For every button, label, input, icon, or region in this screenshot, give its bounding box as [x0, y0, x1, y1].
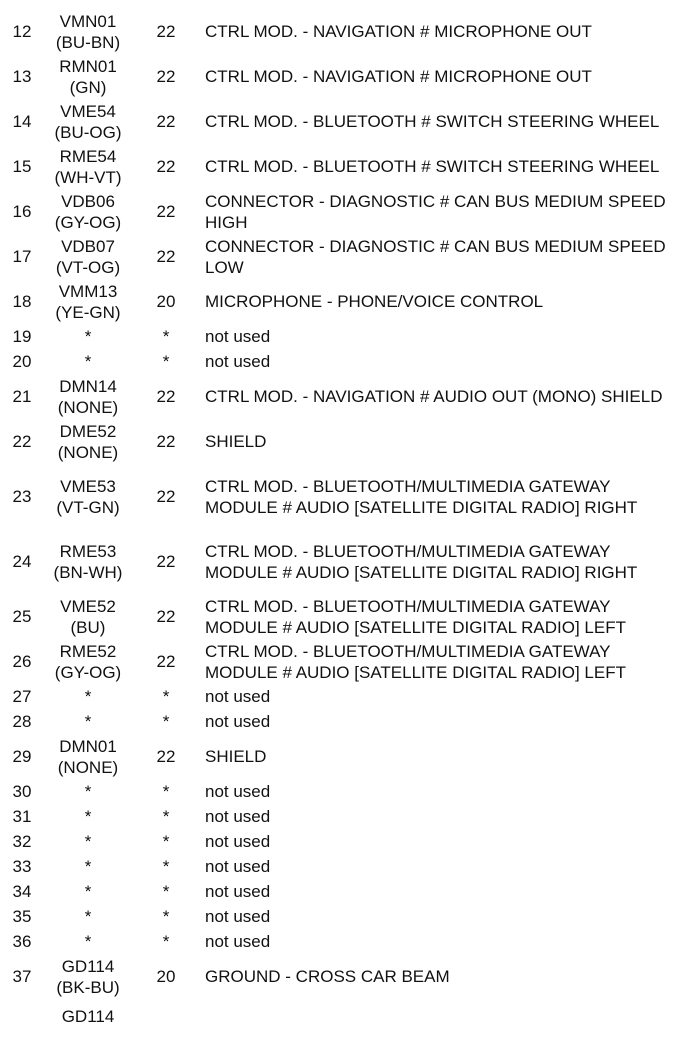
circuit-cell — [44, 830, 132, 855]
circuit-cell — [44, 420, 132, 465]
circuit-cell — [44, 595, 132, 640]
circuit-function: not used — [205, 857, 271, 877]
circuit-code: * — [84, 857, 92, 877]
table-row — [0, 855, 676, 880]
circuit-code: VME52 — [60, 597, 116, 616]
circuit-function: MICROPHONE - PHONE/VOICE CONTROL — [205, 292, 544, 312]
circuit-cell — [44, 780, 132, 805]
pin-number: 35 — [12, 907, 32, 927]
circuit-function: not used — [205, 782, 271, 802]
circuit-function: SHIELD — [205, 432, 267, 452]
pin-number: 34 — [12, 882, 32, 902]
circuit-function: SHIELD — [205, 747, 267, 767]
circuit-code: * — [84, 807, 92, 827]
wire-gauge: 22 — [156, 487, 176, 507]
wire-gauge: * — [162, 882, 170, 902]
table-row — [0, 375, 676, 420]
wire-color: (VT-GN) — [56, 497, 120, 517]
table-row-partial — [0, 1000, 676, 1040]
pin-number: 33 — [12, 857, 32, 877]
circuit-cell — [44, 710, 132, 735]
pin-number: 29 — [12, 747, 32, 767]
pin-number: 30 — [12, 782, 32, 802]
circuit-code: RME53 — [59, 542, 117, 561]
wire-color: (GY-OG) — [54, 212, 122, 232]
wire-gauge: 22 — [156, 157, 176, 177]
circuit-function: not used — [205, 712, 271, 732]
circuit-function: not used — [205, 807, 271, 827]
circuit-code: * — [84, 907, 92, 927]
wire-color: (GN) — [69, 77, 107, 97]
wire-color: (BU-OG) — [54, 122, 122, 142]
circuit-function: CTRL MOD. - NAVIGATION # MICROPHONE OUT — [205, 22, 592, 42]
table-row — [0, 235, 676, 280]
wire-gauge: 22 — [156, 607, 176, 627]
circuit-function: not used — [205, 832, 271, 852]
circuit-cell — [44, 280, 132, 325]
circuit-function: not used — [205, 882, 271, 902]
circuit-code: * — [84, 352, 92, 372]
pin-number: 28 — [12, 712, 32, 732]
wire-gauge: * — [162, 857, 170, 877]
circuit-function: not used — [205, 932, 271, 952]
wire-gauge: * — [162, 782, 170, 802]
circuit-code: * — [84, 712, 92, 732]
wire-gauge: 22 — [156, 202, 176, 222]
table-row — [0, 530, 676, 595]
wire-color: (GY-OG) — [54, 662, 122, 682]
wire-gauge: 22 — [156, 112, 176, 132]
wire-gauge: * — [162, 907, 170, 927]
wire-gauge: 22 — [156, 432, 176, 452]
wire-gauge: * — [162, 687, 170, 707]
wire-gauge: 22 — [156, 652, 176, 672]
circuit-code: VDB07 — [61, 237, 115, 256]
circuit-function: CTRL MOD. - BLUETOOTH/MULTIMEDIA GATEWAY MODULE # AUDIO [SATELLITE DIGITAL RADIO] RIGHT — [205, 477, 638, 517]
circuit-function: not used — [205, 352, 271, 372]
wire-gauge: 22 — [156, 22, 176, 42]
table-row — [0, 55, 676, 100]
wire-color: (BK-BU) — [56, 977, 120, 997]
circuit-function: CTRL MOD. - BLUETOOTH/MULTIMEDIA GATEWAY MODULE # AUDIO [SATELLITE DIGITAL RADIO] RIGHT — [205, 542, 638, 582]
pin-number: 13 — [12, 67, 32, 87]
pin-number: 32 — [12, 832, 32, 852]
table-row — [0, 930, 676, 955]
circuit-code: RME54 — [59, 147, 117, 166]
circuit-code: DMN01 — [59, 737, 117, 756]
circuit-code: VME54 — [60, 102, 116, 121]
wire-gauge: * — [162, 327, 170, 347]
circuit-code: VME53 — [60, 477, 116, 496]
circuit-cell — [44, 55, 132, 100]
wire-gauge: 20 — [156, 292, 176, 312]
circuit-code: * — [84, 932, 92, 952]
circuit-function: CONNECTOR - DIAGNOSTIC # CAN BUS MEDIUM SPEED HIGH — [205, 192, 666, 232]
wire-gauge: * — [162, 932, 170, 952]
circuit-function: GROUND - CROSS CAR BEAM — [205, 967, 450, 987]
circuit-cell — [44, 235, 132, 280]
wire-gauge: 22 — [156, 747, 176, 767]
pin-number: 18 — [12, 292, 32, 312]
circuit-cell — [44, 10, 132, 55]
circuit-function: not used — [205, 327, 271, 347]
table-row — [0, 145, 676, 190]
wire-color: (NONE) — [57, 397, 119, 417]
table-row — [0, 685, 676, 710]
wire-color: (NONE) — [57, 757, 119, 777]
wire-color: (WH-VT) — [54, 167, 122, 187]
circuit-function: CTRL MOD. - BLUETOOTH/MULTIMEDIA GATEWAY MODULE # AUDIO [SATELLITE DIGITAL RADIO] LEFT — [205, 642, 626, 682]
pin-number: 20 — [12, 352, 32, 372]
circuit-cell — [44, 880, 132, 905]
table-row — [0, 735, 676, 780]
circuit-function: CTRL MOD. - NAVIGATION # MICROPHONE OUT — [205, 67, 592, 87]
circuit-cell — [44, 465, 132, 530]
wire-gauge: * — [162, 807, 170, 827]
circuit-cell — [44, 325, 132, 350]
circuit-code: * — [84, 782, 92, 802]
table-row — [0, 350, 676, 375]
circuit-cell — [44, 685, 132, 710]
pin-number: 15 — [12, 157, 32, 177]
circuit-cell — [44, 530, 132, 595]
circuit-cell — [44, 1000, 132, 1047]
table-row — [0, 905, 676, 930]
pin-number: 27 — [12, 687, 32, 707]
wire-gauge: * — [162, 832, 170, 852]
table-row — [0, 780, 676, 805]
wire-gauge: * — [162, 712, 170, 732]
wire-gauge: 22 — [156, 552, 176, 572]
pin-number: 17 — [12, 247, 32, 267]
wire-color: (BN-WH) — [53, 562, 123, 582]
pin-number: 19 — [12, 327, 32, 347]
wire-color: (BU-BN) — [55, 32, 121, 52]
table-row — [0, 805, 676, 830]
circuit-function: CONNECTOR - DIAGNOSTIC # CAN BUS MEDIUM SPEED LOW — [205, 237, 666, 277]
circuit-cell — [44, 350, 132, 375]
pin-number: 16 — [12, 202, 32, 222]
table-row — [0, 280, 676, 325]
pin-number: 37 — [12, 967, 32, 987]
circuit-code: GD114 — [61, 957, 115, 976]
table-row — [0, 710, 676, 735]
wire-gauge: 22 — [156, 67, 176, 87]
pin-number: 12 — [12, 22, 32, 42]
circuit-code: * — [84, 882, 92, 902]
circuit-cell — [44, 375, 132, 420]
wire-color: (NONE) — [57, 442, 119, 462]
pin-number: 31 — [12, 807, 32, 827]
circuit-function: CTRL MOD. - BLUETOOTH # SWITCH STEERING WHEEL — [205, 157, 660, 177]
pin-number: 21 — [12, 387, 32, 407]
circuit-code: VMM13 — [58, 282, 118, 301]
circuit-function: not used — [205, 687, 271, 707]
circuit-code: VDB06 — [61, 192, 115, 211]
circuit-code: DMN14 — [59, 377, 117, 396]
circuit-code: GD114 — [61, 1007, 115, 1026]
circuit-cell — [44, 955, 132, 1000]
circuit-cell — [44, 145, 132, 190]
wire-gauge: 20 — [156, 967, 176, 987]
table-row — [0, 420, 676, 465]
wire-color: (YE-GN) — [55, 302, 121, 322]
circuit-function: CTRL MOD. - NAVIGATION # AUDIO OUT (MONO) SHIELD — [205, 387, 663, 407]
circuit-code: RMN01 — [59, 57, 117, 76]
circuit-cell — [44, 805, 132, 830]
pin-number: 25 — [12, 607, 32, 627]
pin-number: 23 — [12, 487, 32, 507]
table-row — [0, 465, 676, 530]
circuit-cell — [44, 100, 132, 145]
circuit-function: CTRL MOD. - BLUETOOTH # SWITCH STEERING WHEEL — [205, 112, 660, 132]
circuit-cell — [44, 855, 132, 880]
pin-number: 22 — [12, 432, 32, 452]
pin-number: 36 — [12, 932, 32, 952]
circuit-function: CTRL MOD. - BLUETOOTH/MULTIMEDIA GATEWAY MODULE # AUDIO [SATELLITE DIGITAL RADIO] LEFT — [205, 597, 626, 637]
wire-color: (VT-OG) — [55, 257, 121, 277]
table-row — [0, 830, 676, 855]
table-row — [0, 955, 676, 1000]
circuit-cell — [44, 190, 132, 235]
circuit-code: * — [84, 327, 92, 347]
circuit-cell — [44, 930, 132, 955]
table-row — [0, 325, 676, 350]
table-row — [0, 10, 676, 55]
circuit-code: RME52 — [59, 642, 117, 661]
wire-gauge: * — [162, 352, 170, 372]
circuit-code: * — [84, 832, 92, 852]
pin-number: 24 — [12, 552, 32, 572]
circuit-code: * — [84, 687, 92, 707]
pin-number: 26 — [12, 652, 32, 672]
table-row — [0, 880, 676, 905]
circuit-function: not used — [205, 907, 271, 927]
circuit-cell — [44, 640, 132, 685]
pin-number: 14 — [12, 112, 32, 132]
circuit-cell — [44, 905, 132, 930]
circuit-cell — [44, 735, 132, 780]
connector-pinout-table — [0, 10, 676, 1040]
table-row — [0, 100, 676, 145]
wire-color: (BU) — [70, 617, 106, 637]
table-row — [0, 640, 676, 685]
table-row — [0, 190, 676, 235]
wire-gauge: 22 — [156, 247, 176, 267]
circuit-code: VMN01 — [59, 12, 117, 31]
table-row — [0, 595, 676, 640]
circuit-code: DME52 — [59, 422, 117, 441]
wire-gauge: 22 — [156, 387, 176, 407]
